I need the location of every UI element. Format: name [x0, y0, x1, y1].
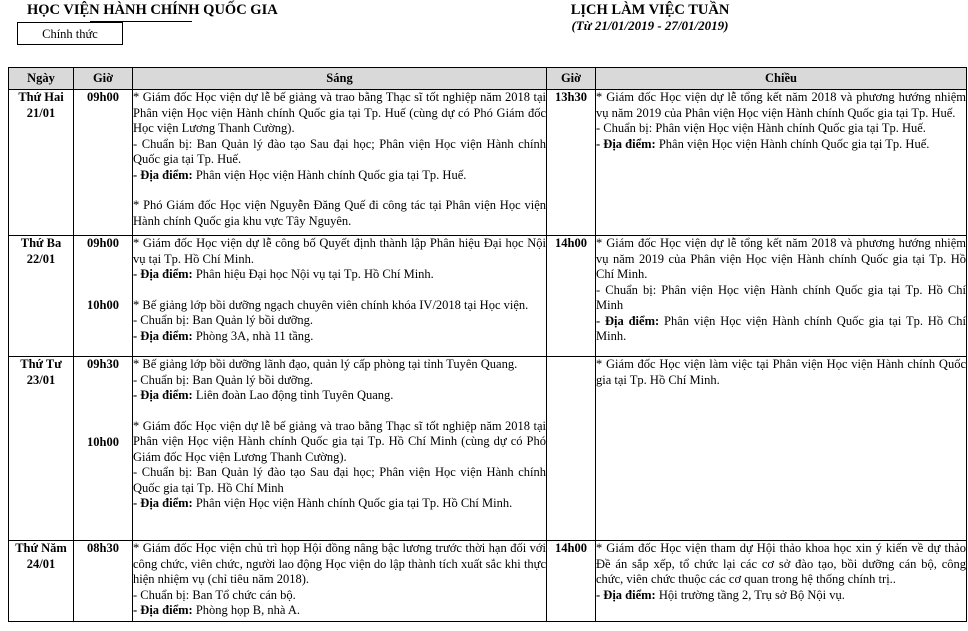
location-value: Phân hiệu Đại học Nội vụ tại Tp. Hồ Chí Minh.: [192, 267, 434, 281]
event-text: * Bế giảng lớp bồi dưỡng lãnh đạo, quản lý cấp phòng tại tỉnh Tuyên Quang.: [133, 357, 518, 371]
day-cell: [9, 541, 74, 622]
time-slot: 09h00: [87, 90, 119, 104]
location-label: - Địa điểm:: [133, 388, 193, 402]
event-text: * Giám đốc Học viện dự lễ tổng kết năm 2018 và phương hướng nhiệm vụ năm 2019 của Phân viện Học viện Hành chính Quốc gia tại Tp. Hồ Chí Minh.: [596, 236, 966, 281]
time-slot: 10h00: [87, 297, 119, 312]
event-text: * Giám đốc Học viện chủ trì họp Hội đồng nâng bậc lương trước thời hạn đối với công chức, viên chức, người lao động Học viện do lập thành tích xuất sắc khi thực hiện nhiệm vụ (chỉ tiêu năm 2018).: [133, 541, 546, 586]
event-location: [133, 267, 546, 283]
am-time-cell: [74, 357, 133, 541]
location-label: - Địa điểm:: [133, 603, 193, 617]
table-row: [9, 541, 967, 622]
pm-time-cell: [547, 357, 596, 541]
location-label: - Địa điểm:: [133, 167, 193, 182]
event-prep: - Chuẩn bị: Phân viện Học viện Hành chính Quốc gia tại Tp. Huế.: [596, 121, 926, 135]
col-header-morning: Sáng: [133, 68, 547, 90]
day-date: 21/01: [26, 105, 56, 120]
date-range: (Từ 21/01/2019 - 27/01/2019): [571, 18, 729, 33]
event-text: * Giám đốc Học viện dự lễ công bố Quyết định thành lập Phân hiệu Đại học Nội vụ tại Tp. Hồ Chí Minh.: [133, 236, 546, 266]
event-text: * Giám đốc Học viện tham dự Hội thảo khoa học xin ý kiến về dự thảo Đề án sắp xếp, tổ chức lại các cơ sở đào tạo, bồi dưỡng cán bộ, công chức, viên chức thuộc các cơ quan trong hệ thống chính trị..: [596, 541, 966, 586]
pm-time-cell: [547, 90, 596, 236]
day-name: Thứ Hai: [18, 90, 64, 104]
morning-cell: [133, 90, 547, 236]
event-location: [133, 603, 546, 619]
day-cell: [9, 90, 74, 236]
time-slot: 09h00: [87, 236, 119, 250]
time-slot: 13h30: [555, 90, 587, 104]
day-name: Thứ Ba: [20, 236, 62, 250]
location-value: Phân viện Học viện Hành chính Quốc gia tại Tp. Huế.: [192, 167, 467, 182]
day-date: 23/01: [26, 372, 56, 387]
location-value: Phân viện Học viện Hành chính Quốc gia tại Tp. Hồ Chí Minh.: [192, 496, 513, 510]
event-location: [596, 137, 966, 153]
time-slot: 14h00: [555, 236, 587, 250]
afternoon-cell: [596, 541, 967, 622]
col-header-time-pm: Giờ: [547, 68, 596, 90]
event-text: * Bế giảng lớp bồi dưỡng ngạch chuyên viên chính khóa IV/2018 tại Học viện.: [133, 297, 529, 312]
day-date: 24/01: [26, 556, 56, 571]
location-label: - Địa điểm:: [596, 313, 660, 328]
pm-time-cell: [547, 236, 596, 357]
location-value: Phòng họp B, nhà A.: [192, 603, 301, 617]
event-prep: - Chuẩn bị: Ban Quản lý đào tạo Sau đại học; Phân viện Học viện Hành chính Quốc gia tại Tp. Hồ Chí Minh: [133, 465, 546, 495]
table-header-row: [9, 68, 967, 90]
day-cell: [9, 236, 74, 357]
event-location: [133, 329, 546, 345]
schedule-title: LỊCH LÀM VIỆC TUẦN: [570, 2, 730, 18]
col-header-day: Ngày: [9, 68, 74, 90]
event-prep: - Chuẩn bị: Ban Quản lý bồi dưỡng.: [133, 372, 314, 387]
event-prep: - Chuẩn bị: Ban Quản lý đào tạo Sau đại học; Phân viện Học viện Hành chính Quốc gia tại Tp. Huế.: [133, 136, 546, 166]
location-label: - Địa điểm:: [133, 328, 193, 343]
table-row: [9, 236, 967, 357]
day-name: Thứ Tư: [20, 357, 62, 371]
event-prep: - Chuẩn bị: Phân viện Học viện Hành chính Quốc gia tại Tp. Hồ Chí Minh: [596, 282, 966, 312]
schedule-heading: [540, 2, 760, 33]
time-slot: 14h00: [555, 541, 587, 555]
col-header-afternoon: Chiều: [596, 68, 967, 90]
time-slot: 08h30: [87, 541, 119, 555]
org-name: HỌC VIỆN HÀNH CHÍNH QUỐC GIA: [27, 2, 278, 18]
morning-cell: [133, 236, 547, 357]
table-row: [9, 357, 967, 541]
event-location: [133, 388, 546, 404]
morning-cell: [133, 357, 547, 541]
afternoon-cell: [596, 90, 967, 236]
time-slot: 09h30: [87, 357, 119, 371]
morning-cell: [133, 541, 547, 622]
event-text: * Giám đốc Học viện dự lễ bế giảng và trao bằng Thạc sĩ tốt nghiệp năm 2018 tại Phân viện Học viện Hành chính Quốc gia tại Tp. Huế (cùng dự có Phó Giám đốc Học viện Lương Thanh Cường).: [133, 90, 546, 135]
event-text: * Giám đốc Học viện dự lễ tổng kết năm 2018 và phương hướng nhiệm vụ năm 2019 của Phân viện Học viện Hành chính Quốc gia tại Tp. Huế.: [596, 90, 966, 120]
event-prep: - Chuẩn bị: Ban Quản lý bồi dưỡng.: [133, 313, 314, 327]
event-location: [596, 314, 966, 345]
location-label: - Địa điểm:: [133, 496, 193, 510]
table-row: [9, 90, 967, 236]
afternoon-cell: [596, 357, 967, 541]
pm-time-cell: [547, 541, 596, 622]
location-value: Phòng 3A, nhà 11 tầng.: [192, 328, 314, 343]
event-location: [133, 168, 546, 184]
location-label: - Địa điểm:: [596, 136, 656, 151]
event-text: * Phó Giám đốc Học viện Nguyễn Đăng Quế đi công tác tại Phân viện Học viện Hành chính Quốc gia khu vực Tây Nguyên.: [133, 198, 546, 228]
location-value: Phân viện Học viện Hành chính Quốc gia tại Tp. Huế.: [655, 136, 930, 151]
am-time-cell: [74, 541, 133, 622]
location-value: Hội trường tầng 2, Trụ sở Bộ Nội vụ.: [655, 587, 845, 602]
event-text: * Giám đốc Học viện làm việc tại Phân viện Học viện Hành chính Quốc gia tại Tp. Hồ Chí Minh.: [596, 357, 966, 387]
event-location: [133, 496, 546, 512]
location-value: Liên đoàn Lao động tỉnh Tuyên Quang.: [192, 388, 394, 402]
event-text: * Giám đốc Học viện dự lễ bế giảng và trao bằng Thạc sĩ tốt nghiệp năm 2018 tại Phân viện Học viện Hành chính Quốc gia tại Tp. Hồ Chí Minh (cùng dự có Phó Giám đốc Học viện Lương Thanh Cường).: [133, 418, 546, 464]
location-value: Phân viện Học viện Hành chính Quốc gia tại Tp. Hồ Chí Minh.: [596, 313, 966, 343]
col-header-time-am: Giờ: [74, 68, 133, 90]
weekly-schedule-table: [8, 67, 967, 622]
location-label: - Địa điểm:: [596, 587, 656, 602]
day-date: 22/01: [26, 251, 56, 266]
day-name: Thứ Năm: [15, 541, 67, 555]
event-location: [596, 588, 966, 604]
am-time-cell: [74, 236, 133, 357]
day-cell: [9, 357, 74, 541]
am-time-cell: [74, 90, 133, 236]
time-slot: 10h00: [87, 434, 119, 449]
afternoon-cell: [596, 236, 967, 357]
official-badge: Chính thức: [17, 22, 123, 45]
event-prep: - Chuẩn bị: Ban Tổ chức cán bộ.: [133, 587, 296, 602]
location-label: - Địa điểm:: [133, 267, 193, 281]
